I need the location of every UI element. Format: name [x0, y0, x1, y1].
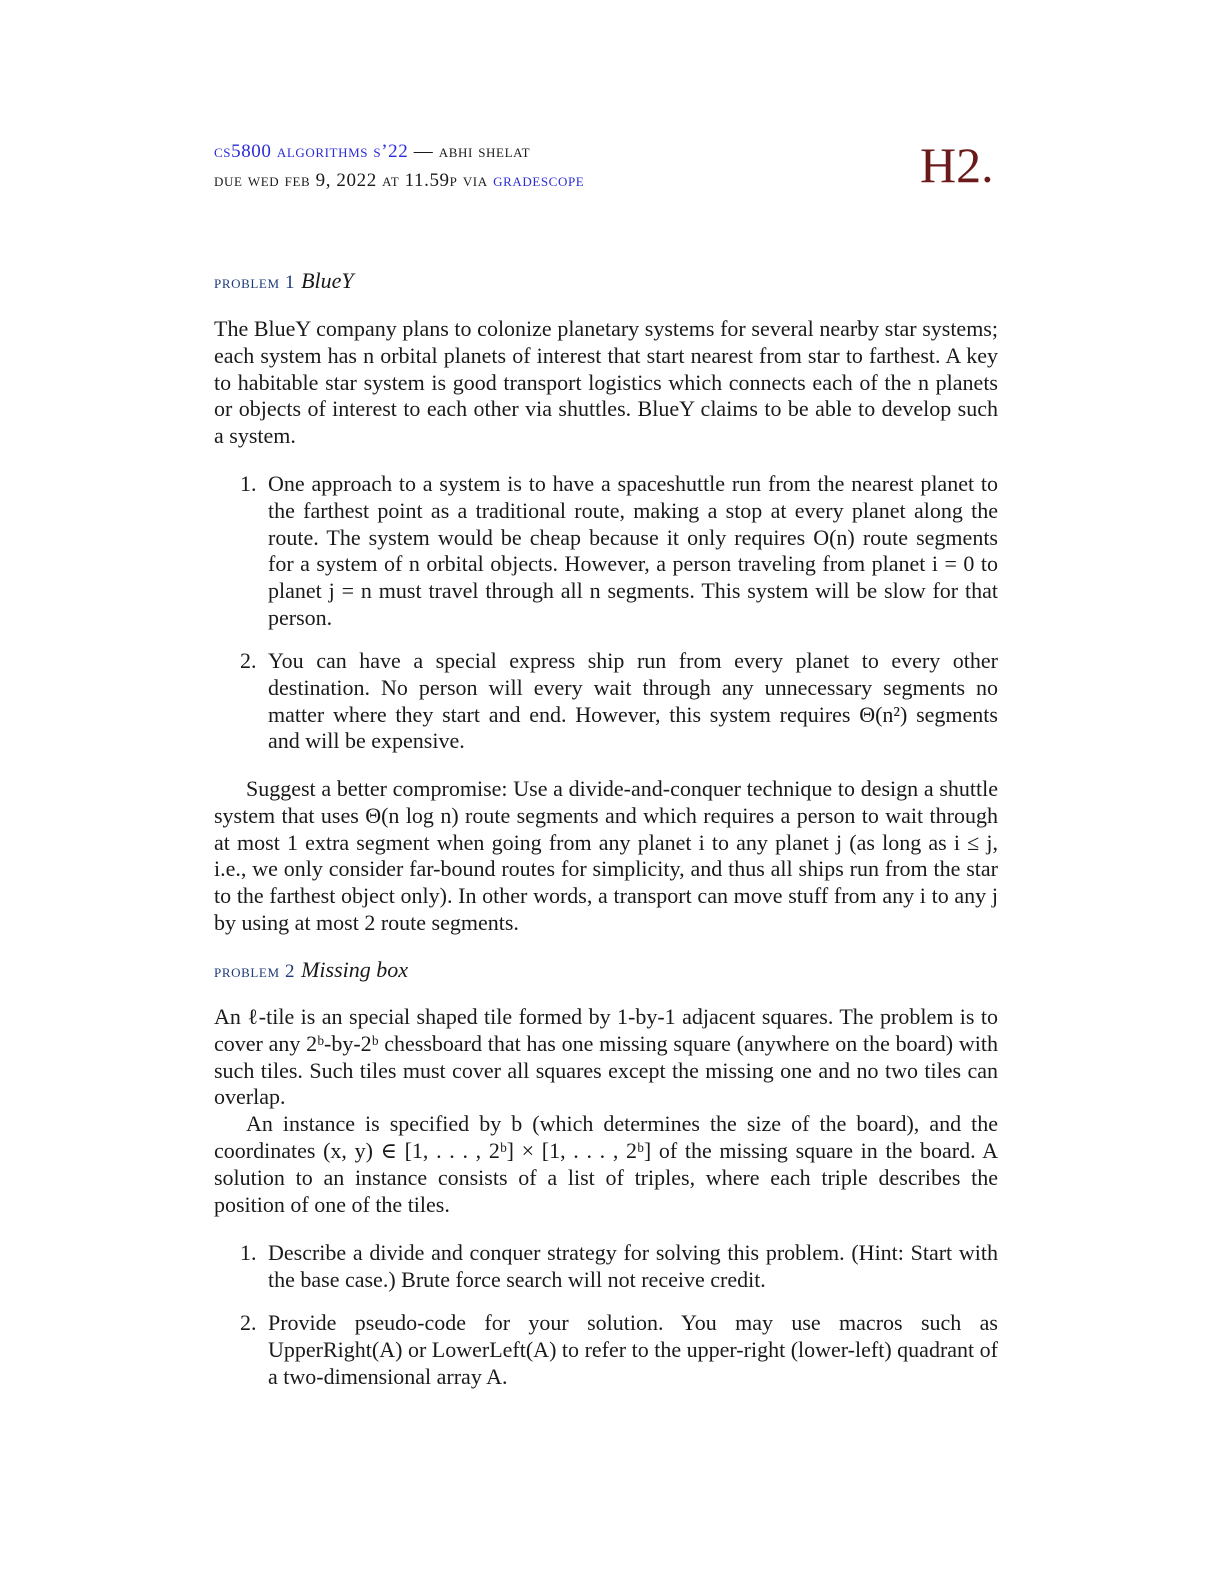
list-item [214, 648, 998, 755]
problem-1-list-2 [214, 648, 998, 755]
problem-1-item-1-text: One approach to a system is to have a spaceshuttle run from the nearest planet to the farthest point as a traditional route, making a stop at every planet along the route. The system would be cheap because it only requires O(n) route segments for a system of n orbital objects. However, a person traveling from planet i = 0 to planet j = n must travel through all n segments. This system will be slow for that person. [268, 471, 998, 630]
problem-1-outro-text: Suggest a better compromise: Use a divide-and-conquer technique to design a shuttle system that uses Θ(n log n) route segments and which requires a person to wait through at most 1 extra segment when going from any planet i to any planet j (as long as i ≤ j, i.e., we only consider far-bound routes for simplicity, and thus all ships run from the star to the farthest object only). In other words, a transport can move stuff from any i to any j by using at most 2 route segments. [214, 776, 998, 935]
due-date: due wed feb 9, 2022 at 11.59p via [214, 170, 494, 191]
course-link[interactable]: cs5800 algorithms s’22 [214, 141, 409, 162]
problem-2-intro-text: An ℓ-tile is an special shaped tile formed by 1-by-1 adjacent squares. The problem is to cover any 2ᵇ-by-2ᵇ chessboard that has one missing square (anywhere on the board) with such tiles. Such tiles must cover all squares except the missing one and no two tiles can overlap. [214, 1004, 998, 1110]
header-course-line [214, 141, 530, 163]
problem-2-list-2 [214, 1310, 998, 1390]
gradescope-link[interactable]: gradescope [493, 170, 585, 191]
problem-2-list [214, 1240, 998, 1294]
problem-2-intro [214, 1004, 998, 1218]
problem-1-intro-text: The BlueY company plans to colonize planetary systems for several nearby star systems; each system has n orbital planets of interest that start nearest from star to farthest. A key to habitable star system is good transport logistics which connects each of the n planets or objects of interest to each other via shuttles. BlueY claims to be able to develop such a system. [214, 316, 998, 449]
problem-1-section [214, 268, 998, 297]
problem-2-label: problem 2 [214, 961, 296, 982]
problem-1-item-2-text: You can have a special express ship run from every planet to every other destination. No person will every wait through any unnecessary segments no matter where they start and end. However, this system requires Θ(n²) segments and will be expensive. [268, 648, 998, 754]
list-item [214, 1240, 998, 1294]
problem-2-item-2-text: Provide pseudo-code for your solution. You may use macros such as UpperRight(A) or LowerLeft(A) to refer to the upper-right (lower-left) quadrant of a two-dimensional array A. [268, 1310, 998, 1389]
list-item [214, 1310, 998, 1390]
list-number: 2. [240, 648, 257, 673]
problem-1-heading [214, 268, 998, 297]
problem-1-list [214, 471, 998, 632]
problem-1-label: problem 1 [214, 272, 296, 293]
problem-1-intro [214, 316, 998, 450]
problem-2-heading [214, 957, 998, 986]
list-number: 1. [240, 1240, 257, 1265]
author-name: abhi shelat [438, 141, 531, 162]
problem-2-name: Missing box [301, 957, 409, 982]
assignment-id: H2. [920, 137, 994, 193]
problem-2-section [214, 957, 998, 986]
list-number: 2. [240, 1310, 257, 1335]
list-item [214, 471, 998, 632]
problem-2-instance-text: An instance is specified by b (which determines the size of the board), and the coordinates (x, y) ∈ [1, . . . , 2ᵇ] × [1, . . . , 2ᵇ] of the missing square in the board. A solution to an instance consists of a list of triples, where each triple describes the position of one of the tiles. [214, 1111, 998, 1217]
problem-1-outro [214, 776, 998, 937]
header-separator: — [408, 141, 439, 162]
list-number: 1. [240, 471, 257, 496]
header-due-line [214, 170, 584, 192]
problem-1-name: BlueY [301, 268, 354, 293]
problem-2-item-1-text: Describe a divide and conquer strategy for solving this problem. (Hint: Start with the base case.) Brute force search will not receive credit. [268, 1240, 998, 1292]
